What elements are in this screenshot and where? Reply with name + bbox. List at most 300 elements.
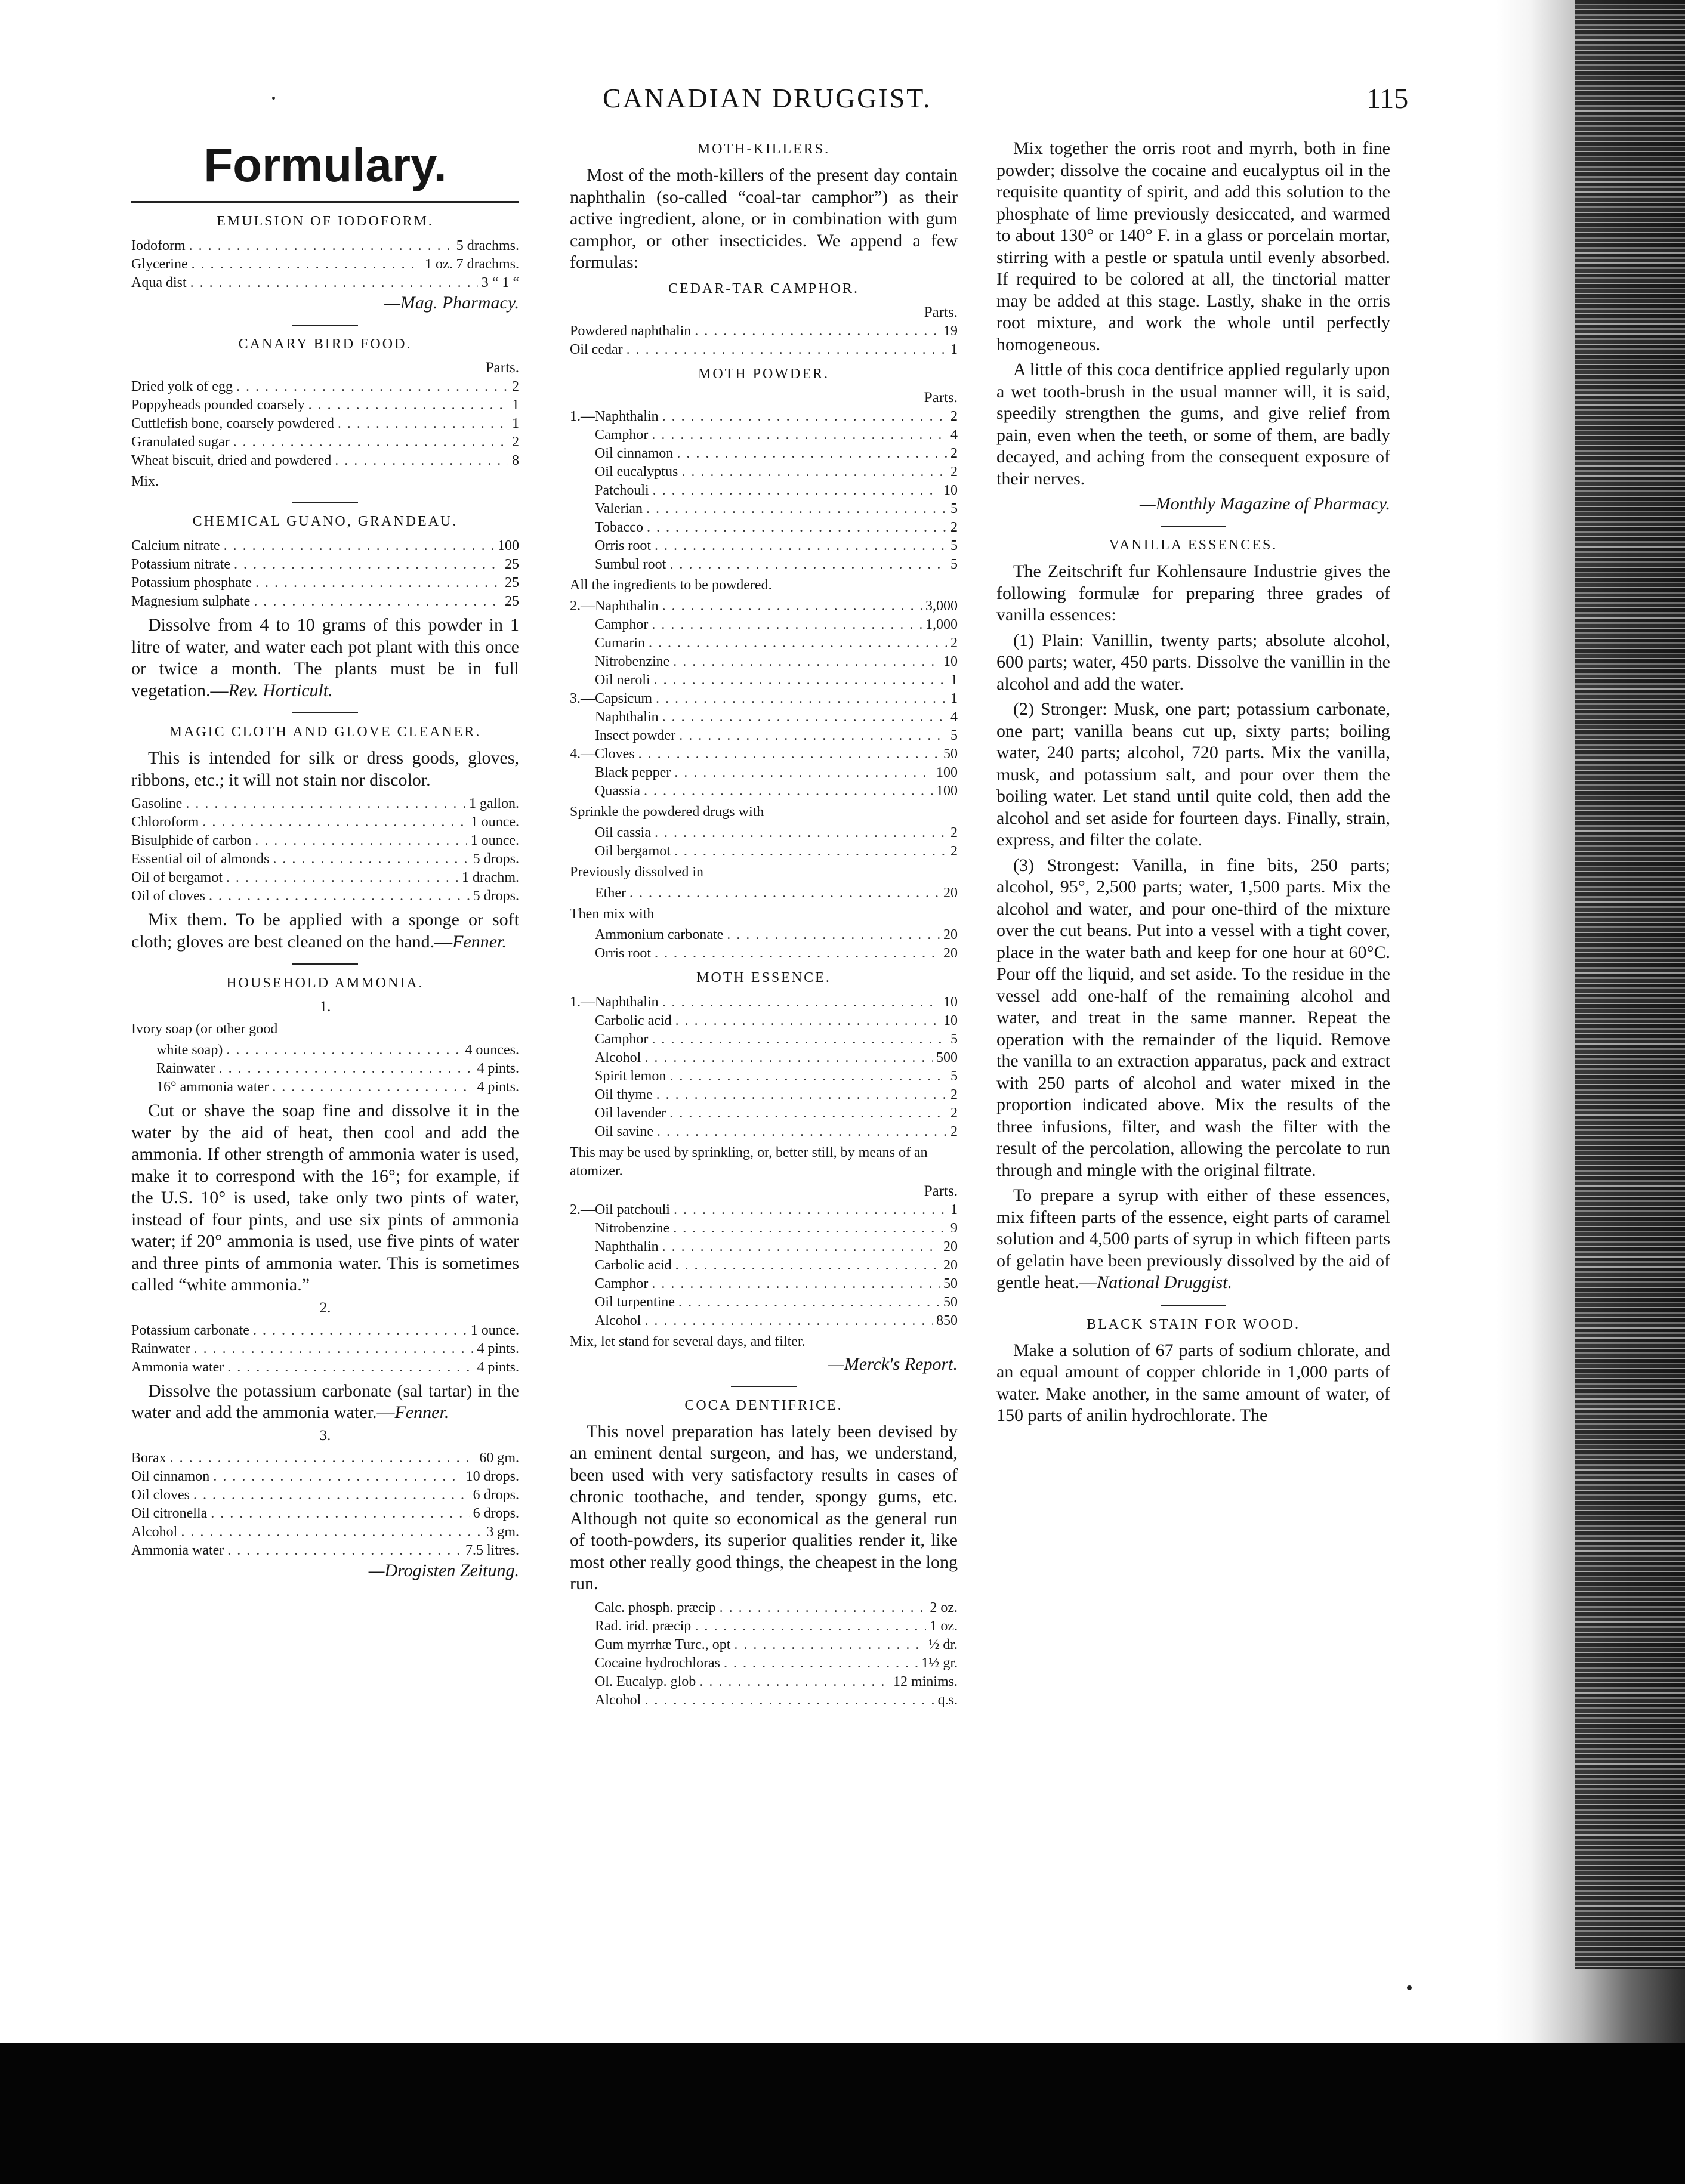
paragraph: (3) Strongest: Vanilla, in fine bits, 250 parts; alcohol, 95°, 2,500 parts; water, 1,500 parts. Mix the alcohol and water, and pour one-third of the mixture over the cut beans. Put into a vessel with a tight cover, place in the water bath and keep for one hour at 60°C. Pour off the liquid, and set aside. To the residue in the vessel add one-half of the remaining alcohol and water, and treat in the same manner. Repeat the operation with the remainder of the liquid. Remove the vanilla to an extraction apparatus, pack and extract with 250 parts of alcohol and water mixed in the proportion indicated above. Mix the results of the three infusions, filter, and wash the filter with the result of the percolation, allowing the percolate to run through and mingle with the original filtrate. [996,855,1390,1180]
ingredient-row [570,764,958,782]
ingredient-row [131,274,519,292]
ingredient-name: 2.—Oil patchouli [570,1201,670,1218]
note: Sprinkle the powdered drugs with [570,804,764,820]
ingredient-amount: 1 [512,397,519,413]
ingredient-amount: 2 [950,1086,958,1102]
ingredient-name: Ether [595,885,626,901]
ingredient-row [131,813,519,832]
ingredient-row [131,537,519,555]
ingredient-amount: 5 [950,501,958,517]
ingredient-amount: 2 [512,379,519,394]
recipe-title: CANARY BIRD FOOD. [238,336,412,352]
ingredient-name: Rainwater [156,1061,215,1076]
ingredient-name: Sumbul root [595,556,666,572]
divider [292,325,358,326]
ingredient-amount: 20 [943,945,958,961]
ingredient-row [570,671,958,690]
ingredient-row [570,993,958,1012]
ingredient-name: Cumarin [595,635,645,651]
ingredient-amount: 1 gallon. [469,796,519,811]
ingredient-amount: 10 [943,653,958,669]
ingredient-amount: 2 [512,434,519,450]
ingredient-amount: 19 [943,323,958,339]
ingredient-name: Black pepper [595,764,671,780]
ingredient-amount: 5 [950,1031,958,1047]
paragraph: The Zeitschrift fur Kohlensaure Industrie gives the following formulæ for preparing three grades of vanilla essences: [996,561,1390,625]
dot-leader [674,1201,947,1219]
note: Previously dissolved in [570,864,704,880]
ingredient-amount: 4 [950,709,958,725]
ingredient-row [131,1321,519,1340]
ingredient-amount: 2 [950,635,958,651]
ingredient-amount: 5 drachms. [456,238,519,254]
ingredient-name: 16° ammonia water [156,1079,269,1095]
paragraph: Most of the moth-killers of the present day contain naphthalin (so-called “coal-tar camphor”) as their active ingredient, alone, or in combination with gum camphor, or other insecticides. We append a few formulas: [570,165,958,272]
ink-speck [1407,1985,1412,1990]
ingredient-name: Oil cloves [131,1487,190,1503]
dot-leader [644,1312,933,1330]
ingredient-row [131,869,519,887]
ingredient-row [570,944,958,963]
ingredient-row [570,1012,958,1030]
dot-leader [186,795,465,813]
paragraph: This novel preparation has lately been devised by an eminent dental surgeon, and has, we understand, been used with very satisfactory results in cases of chronic toothache, and tender, spongy gums, etc. Although not quite so economical as the general run of tooth-powders, its superior qualities render it, like most other really good things, the cheapest in the long run. [570,1421,958,1593]
ingredient-row [570,616,958,634]
ingredient-name: Cocaine hydrochloras [595,1655,720,1671]
parts-header: Parts. [924,1182,958,1199]
ingredient-list [570,690,958,745]
ingredient-name: Rainwater [131,1340,190,1357]
dot-leader [673,1219,947,1238]
section-heading: Formulary. [203,138,447,191]
dot-leader [673,653,940,671]
dot-leader [662,1238,940,1256]
ingredient-row [570,1673,958,1691]
formula-number: 3. [319,1427,331,1444]
ingredient-list [570,824,958,861]
paragraph: To prepare a syrup with either of these essences, mix fifteen parts of the essence, eight parts of caramel solution and 4,500 parts of syrup in which fifteen parts of gelatin have been previously dissolved by the aid of gentle heat.—National Druggist. [996,1185,1390,1292]
ingredient-row [570,1086,958,1104]
dot-leader [655,537,947,555]
ingredient-amount: 2 [950,445,958,461]
dot-leader [652,426,947,444]
dot-leader [253,1321,467,1340]
ingredient-row [131,887,519,906]
ingredient-list [570,884,958,903]
dot-leader [653,481,940,500]
ingredient-row [131,1523,519,1542]
ingredient-row [131,415,519,433]
ingredient-row [570,555,958,574]
ingredient-name: Oil cinnamon [595,445,674,461]
ingredient-amount: 2 [950,1123,958,1139]
recipe-title: MOTH ESSENCE. [696,969,831,986]
dot-leader [338,415,508,433]
ingredient-row [570,1312,958,1330]
divider [292,963,358,965]
ingredient-amount: 50 [943,1294,958,1310]
dot-leader [644,1691,934,1710]
ingredient-amount: 25 [505,557,519,572]
dot-leader [189,237,453,255]
ingredient-row [131,1041,519,1059]
dot-leader [657,1123,947,1141]
recipe-title: MOTH-KILLERS. [697,141,831,157]
dot-leader [674,764,933,782]
ingredient-name: Ammonia water [131,1359,224,1375]
ingredient-name: Oil cassia [595,824,651,841]
ingredient-name: Quassia [595,783,640,799]
ingredient-amount: 1 oz. [930,1618,958,1634]
ingredient-amount: 1 ounce. [470,1322,519,1338]
divider [1161,1305,1226,1306]
note: This may be used by sprinkling, or, better still, by means of an atomizer. [570,1144,928,1179]
dot-leader [224,537,494,555]
ingredient-amount: 100 [936,764,958,780]
ingredient-name: 1.—Naphthalin [570,408,659,424]
ingredient-name: Ol. Eucalyp. glob [595,1673,696,1689]
ingredient-row [131,255,519,274]
ingredient-amount: 20 [943,1257,958,1273]
ingredient-name: Ammonia water [131,1542,224,1558]
ingredient-row [131,832,519,850]
ingredient-row [131,433,519,452]
note: Ivory soap (or other good [131,1021,278,1037]
ingredient-name: Oil cedar [570,341,623,357]
recipe-title: MOTH POWDER. [698,366,829,382]
ingredient-row [570,926,958,944]
ingredient-amount: 4 pints. [477,1061,519,1076]
ingredient-row [570,1691,958,1710]
page-edge-texture [1575,0,1685,1969]
paragraph: Cut or shave the soap fine and dissolve it in the water by the aid of heat, then cool and add the ammonia. If other strength of ammonia water is used, make it to correspond with the 16°; for example, if the U.S. 10° is used, take only two pints of water, instead of four pints, and use six pints of ammonia water; if 20° ammonia is used, use five pints of water and three pints of ammonia water. This is sometimes called “white ammonia.” [131,1101,519,1295]
ingredient-name: Naphthalin [595,709,659,725]
dot-leader [181,1523,483,1542]
ingredient-name: Patchouli [595,482,649,498]
recipe-title: MAGIC CLOTH AND GLOVE CLEANER. [169,724,482,740]
dot-leader [627,341,947,359]
dot-leader [213,1468,462,1486]
ingredient-list [570,745,958,801]
ingredient-row [131,1059,519,1078]
dot-leader [335,452,508,470]
ingredient-amount: 1 ounce. [470,814,519,830]
page-header [0,82,1685,130]
dot-leader [644,1049,933,1067]
ingredient-name: Camphor [595,1275,649,1292]
paragraph: This is intended for silk or dress goods, gloves, ribbons, etc.; it will not stain nor discolor. [131,748,519,790]
ingredient-row [570,1219,958,1238]
title-rule [131,201,519,203]
dot-leader [227,1358,473,1377]
divider [731,1386,797,1387]
divider [1161,526,1226,527]
dot-leader [209,887,470,906]
paragraph: A little of this coca dentifrice applied regularly upon a wet tooth-brush in the usual manner will, it is said, speedily strengthen the gums, and give relief from pain, even when the teeth, or some of them, are badly decayed, and aching from the consequent exposure of their nerves. [996,360,1390,489]
divider [292,712,358,713]
ingredient-row [131,1449,519,1468]
ingredient-name: Oil of bergamot [131,870,223,885]
ingredient-name: Dried yolk of egg [131,379,233,394]
ingredient-amount: 2 [950,519,958,535]
dot-leader [227,1542,462,1560]
scan-border [0,2043,1685,2184]
ingredient-name: Carbolic acid [595,1012,672,1028]
ingredient-name: Aqua dist [131,275,187,291]
dot-leader [193,1486,470,1505]
dot-leader [226,869,458,887]
ingredient-name: Nitrobenzine [595,1220,670,1236]
ingredient-row [570,1599,958,1617]
dot-leader [219,1059,474,1078]
dot-leader [273,850,469,869]
ingredient-amount: 50 [943,1275,958,1292]
ingredient-amount: 850 [936,1312,958,1329]
ingredient-amount: 10 [943,482,958,498]
ingredient-row [131,452,519,470]
ingredient-name: Camphor [595,427,649,443]
ingredient-row [570,463,958,481]
dot-leader [679,727,947,745]
ingredient-name: Oil lavender [595,1105,666,1121]
ingredient-name: Potassium phosphate [131,575,252,591]
ingredient-amount: 1 [950,341,958,357]
recipe-title: HOUSEHOLD AMMONIA. [226,975,424,991]
ingredient-row [570,500,958,518]
ingredient-amount: 100 [936,783,958,799]
attribution: —Merck's Report. [828,1354,958,1374]
ingredient-name: Nitrobenzine [595,653,670,669]
dot-leader [211,1505,469,1523]
note: All the ingredients to be powdered. [570,577,772,593]
ingredient-name: Oil turpentine [595,1294,675,1310]
ingredient-row [570,1067,958,1086]
parts-header: Parts. [485,360,519,376]
ingredient-row [570,634,958,653]
ingredient-amount: 5 drops. [473,888,519,904]
ingredient-row [570,1049,958,1067]
ingredient-name: Alcohol [595,1312,641,1329]
ingredient-amount: 1 ounce. [470,833,519,848]
ingredient-list [570,926,958,963]
ingredient-name: Valerian [595,501,643,517]
ingredient-row [570,782,958,801]
ingredient-amount: 3 “ 1 “ [481,275,519,291]
ingredient-name: Powdered naphthalin [570,323,692,339]
ingredient-amount: 5 [950,556,958,572]
paragraph: Dissolve from 4 to 10 grams of this powder in 1 litre of water, and water each pot plant with this once or twice a month. The plants must be in full vegetation.—Rev. Horticult. [131,615,519,700]
dot-leader [254,592,501,611]
dot-leader [649,634,947,653]
ingredient-row [131,555,519,574]
ingredient-row [570,1238,958,1256]
ingredient-amount: 6 drops. [473,1487,519,1503]
ingredient-row [131,378,519,396]
ingredient-name: Oil of cloves [131,888,205,904]
ingredient-name: Oil thyme [595,1086,653,1102]
dot-leader [669,1104,947,1123]
ingredient-name: white soap) [156,1042,223,1058]
dot-leader [226,1041,461,1059]
ingredient-amount: 2 [950,824,958,841]
ingredient-list [131,537,519,611]
ingredient-list [570,322,958,359]
ingredient-row [131,1542,519,1560]
ingredient-amount: 1 drachm. [462,870,519,885]
page-number: 115 [1366,83,1409,115]
attribution: —Mag. Pharmacy. [384,293,519,313]
ingredient-amount: 5 [950,727,958,743]
ingredient-row [131,237,519,255]
ingredient-amount: 1,000 [925,616,958,632]
dot-leader [638,745,940,764]
ingredient-row [570,824,958,842]
ingredient-amount: q.s. [937,1692,958,1708]
recipe-title: EMULSION OF IODOFORM. [217,214,434,229]
ingredient-name: Rad. irid. præcip [595,1618,692,1634]
ingredient-row [570,1654,958,1673]
ingredient-row [570,481,958,500]
parts-header: Parts. [924,389,958,406]
dot-leader [655,944,940,963]
ingredient-row [131,592,519,611]
ingredient-name: Granulated sugar [131,434,230,450]
formula-number: 2. [319,1299,331,1316]
dot-leader [720,1599,927,1617]
ingredient-amount: 10 drops. [465,1468,519,1484]
ingredient-list [570,993,958,1141]
ingredient-row [570,426,958,444]
dot-leader [656,1086,947,1104]
column-right [996,134,1390,1431]
ingredient-amount: 100 [498,538,519,554]
ingredient-list [570,407,958,574]
dot-leader [655,824,947,842]
ingredient-row [131,396,519,415]
ingredient-amount: 4 pints. [477,1340,519,1357]
ingredient-amount: 6 drops. [473,1505,519,1521]
dot-leader [255,574,501,592]
ingredient-name: Bisulphide of carbon [131,833,252,848]
ingredient-amount: 5 drops. [473,851,519,867]
ingredient-name: Camphor [595,1031,649,1047]
ingredient-amount: 4 [950,427,958,443]
dot-leader [724,1654,918,1673]
dot-leader [674,842,947,861]
ingredient-amount: 2 [950,1105,958,1121]
ingredient-amount: 2 [950,843,958,859]
dot-leader [662,597,922,616]
ingredient-amount: 1 [950,672,958,688]
dot-leader [695,1617,926,1636]
ingredient-amount: 25 [505,575,519,591]
dot-leader [727,926,940,944]
dot-leader [652,1030,947,1049]
ingredient-row [570,1030,958,1049]
dot-leader [190,274,478,292]
dot-leader [678,1293,940,1312]
dot-leader [192,255,421,274]
ingredient-amount: 1 [512,416,519,431]
ingredient-row [570,727,958,745]
ingredient-amount: 500 [936,1049,958,1065]
dot-leader [234,555,501,574]
attribution: —Drogisten Zeitung. [368,1560,519,1580]
dot-leader [662,993,940,1012]
dot-leader [662,407,947,426]
paragraph: Mix them. To be applied with a sponge or soft cloth; gloves are best cleaned on the hand.—Fenner. [131,910,519,952]
ingredient-name: Alcohol [131,1524,178,1540]
formula-number: 1. [319,999,331,1015]
ingredient-amount: 4 pints. [477,1079,519,1095]
ingredient-name: Orris root [595,537,651,554]
column-left [131,134,519,1586]
ingredient-amount: 20 [943,1238,958,1255]
ingredient-amount: 1 [950,690,958,706]
ingredient-name: Tobacco [595,519,643,535]
ingredient-amount: 5 [950,1068,958,1084]
ingredient-name: Poppyheads pounded coarsely [131,397,305,413]
ingredient-amount: 4 pints. [477,1359,519,1375]
ingredient-name: Naphthalin [595,1238,659,1255]
ingredient-row [570,1275,958,1293]
ingredient-name: Oil eucalyptus [595,464,678,480]
dot-leader [695,322,940,341]
ingredient-amount: 5 [950,537,958,554]
paragraph: (2) Stronger: Musk, one part; potassium carbonate, one part; vanilla beans cut up, sixty parts; boiling water, 240 parts; alcohol, 720 parts. Mix the vanilla, musk, and potassium salt, and pour over them the boiling water. Let stand until quite cold, then add the alcohol and set aside for fourteen days. Finally, strain, express, and filter the colate. [996,699,1390,849]
note: Mix. [131,474,159,489]
ingredient-amount: 9 [950,1220,958,1236]
recipe-title: CHEMICAL GUANO, GRANDEAU. [192,514,458,529]
ingredient-name: 2.—Naphthalin [570,598,659,614]
dot-leader [662,708,947,727]
parts-header: Parts. [924,304,958,320]
ingredient-name: Magnesium sulphate [131,594,251,609]
ingredient-row [570,407,958,426]
ingredient-name: Borax [131,1450,166,1466]
ingredient-amount: 20 [943,926,958,943]
ingredient-name: Iodoform [131,238,186,254]
ingredient-amount: 2 [950,464,958,480]
dot-leader [272,1078,473,1096]
ingredient-amount: 1 [950,1201,958,1218]
ingredient-name: Gasoline [131,796,183,811]
ingredient-name: Orris root [595,945,651,961]
ingredient-name: Spirit lemon [595,1068,666,1084]
ingredient-list [570,597,958,690]
recipe-title: CEDAR-TAR CAMPHOR. [668,280,860,296]
ingredient-row [131,1078,519,1096]
dot-leader [233,433,508,452]
dot-leader [236,378,508,396]
paragraph: Mix together the orris root and myrrh, both in fine powder; dissolve the cocaine and eucalyptus oil in the requisite quantity of spirit, and add this solution to the phosphate of lime previously desiccated, and warmed to about 130° or 140° F. in a glass or porcelain mortar, stirring with a pestle or spatula until evenly absorbed. If required to be colored at all, the tinctorial matter may be added at this stage. Lastly, shake in the orris root mixture, and work the whole until perfectly homogeneous. [996,138,1390,354]
dot-leader [255,832,467,850]
ingredient-row [570,518,958,537]
ingredient-name: Alcohol [595,1049,641,1065]
ingredient-list [131,378,519,470]
ingredient-row [131,850,519,869]
ingredient-amount: 2 oz. [930,1599,958,1615]
ingredient-name: 4.—Cloves [570,746,635,762]
ingredient-name: Glycerine [131,257,188,272]
dot-leader [669,555,947,574]
ingredient-name: Oil savine [595,1123,653,1139]
ingredient-row [131,574,519,592]
ingredient-name: Calc. phosph. præcip [595,1599,716,1615]
dot-leader [677,444,947,463]
ingredient-row [570,708,958,727]
ingredient-amount: 60 gm. [479,1450,519,1466]
